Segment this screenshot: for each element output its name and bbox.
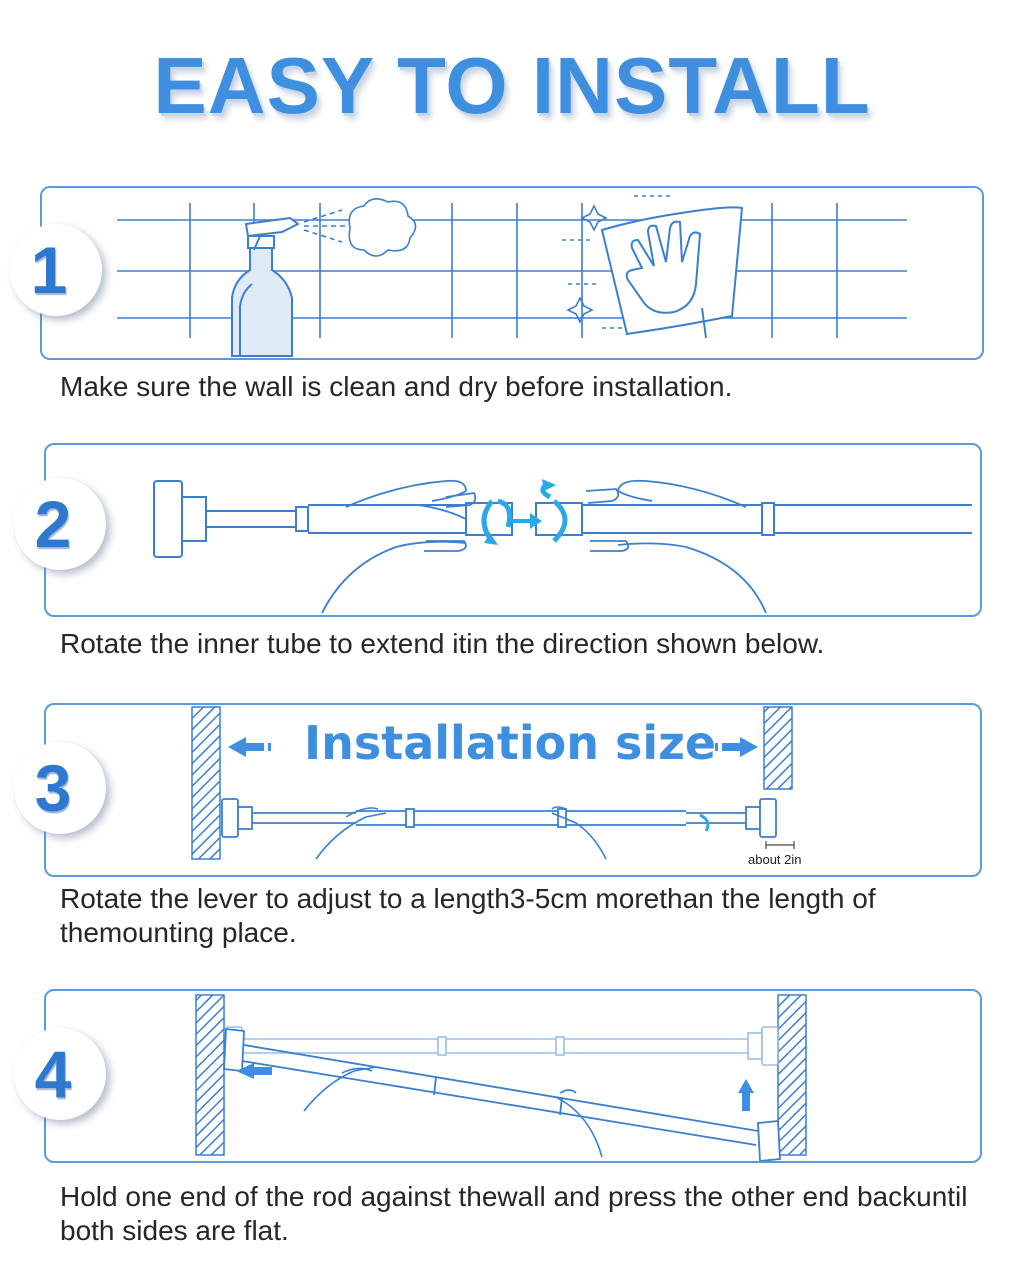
step-3-badge (14, 742, 106, 834)
page-title: EASY TO INSTALL (153, 41, 871, 130)
press-arrow-up-icon (738, 1079, 754, 1093)
tension-rod-illustration (46, 445, 980, 615)
step-2-panel (44, 443, 982, 617)
step-1-caption: Make sure the wall is clean and dry before installation. (60, 371, 733, 402)
step-3-caption: Rotate the lever to adjust to a length3-5cm morethan the length of themounting place. (60, 883, 876, 948)
left-wall-icon (192, 707, 220, 859)
step-1-panel (40, 186, 984, 360)
step-2-caption: Rotate the inner tube to extend itin the direction shown below. (60, 628, 825, 659)
tile-wall-illustration (42, 188, 982, 358)
measure-indicator (766, 841, 794, 849)
step-4-badge (14, 1028, 106, 1120)
right-wall-icon (778, 995, 806, 1155)
left-hand-icon (322, 481, 475, 613)
installation-size-label: Installation size (304, 716, 717, 770)
right-hand-icon (586, 481, 766, 613)
wiping-cloth-icon (602, 207, 742, 338)
step-2-badge (14, 478, 106, 570)
step-number: 1 (30, 233, 68, 307)
hands-icon (316, 807, 708, 859)
left-wall-icon (196, 995, 224, 1155)
step-number: 2 (34, 487, 72, 561)
step-1-badge (10, 224, 102, 316)
measure-label: about 2in (748, 852, 802, 867)
step-number: 4 (34, 1037, 72, 1111)
rod-end-cap-icon (154, 481, 182, 557)
right-wall-icon (764, 707, 792, 789)
step-number: 3 (34, 751, 72, 825)
rod-pressing-illustration (46, 991, 980, 1161)
step-4-panel (44, 989, 982, 1163)
step-4-caption: Hold one end of the rod against thewall and press the other end backuntil both sides are flat. (60, 1181, 968, 1246)
spray-bottle-icon (232, 218, 298, 356)
